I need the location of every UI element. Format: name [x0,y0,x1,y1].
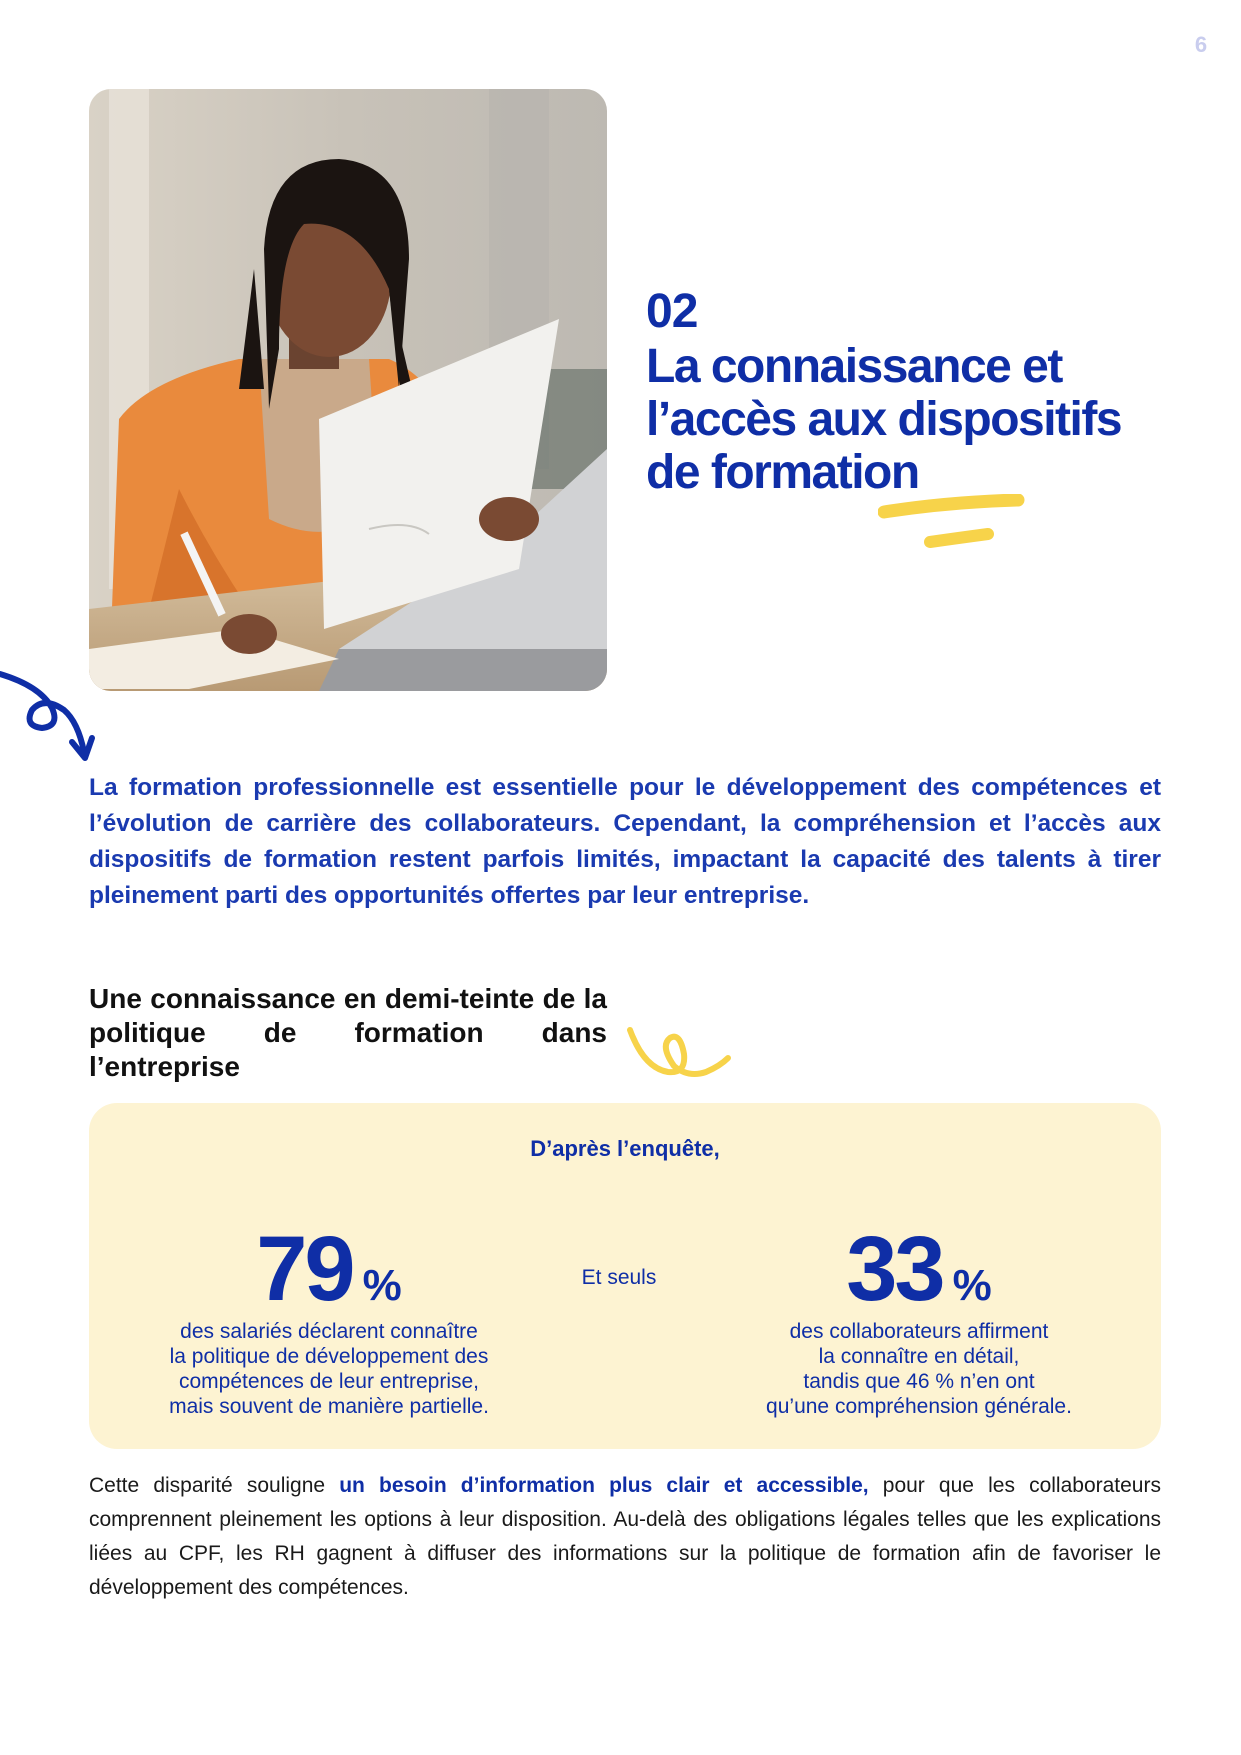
conclusion-paragraph [89,1469,1161,1605]
stat-description-line: compétences de leur entreprise, [179,1370,479,1393]
stat-description-line: qu’une compréhension générale. [766,1395,1072,1418]
survey-intro: D’après l’enquête, [530,1136,720,1161]
section-heading [646,286,1206,499]
stat-description-line: des salariés déclarent connaître [180,1320,478,1343]
stat-description [129,1319,529,1419]
subsection-heading: Une connaissance en demi-teinte de la politique de formation dans l’entreprise [89,983,607,1082]
stat-79-percent [129,1218,529,1419]
conclusion-text: pour que les collaborateurs comprennent pleinement les options à leur disposition. Au-delà des obligations légales telles que les explications liées au CPF, les RH gagnent à diffuser des informations sur la politique de formation afin de favoriser le développement des compétences. [89,1474,1161,1599]
stat-description-line: la politique de développement des [169,1345,489,1368]
survey-stats-box [89,1103,1161,1449]
yellow-squiggle-icon [624,1016,734,1082]
stat-unit: % [952,1261,992,1310]
stat-value: 33 [846,1218,943,1320]
photo-illustration [89,89,607,691]
stat-description-line: tandis que 46 % n’en ont [803,1370,1035,1393]
stat-description [709,1319,1129,1419]
stat-value: 79 [256,1218,353,1320]
conclusion-text: Cette disparité souligne [89,1474,340,1497]
stat-description-line: la connaître en détail, [818,1345,1020,1368]
stat-figure [129,1218,529,1320]
section-title-line: La connaissance et [646,340,1062,393]
section-title-line: l’accès aux dispositifs [646,393,1122,446]
conclusion-emphasis: un besoin d’information plus clair et accessible, [339,1474,869,1497]
section-title [646,340,1206,499]
stat-unit: % [362,1261,402,1310]
stat-figure [709,1218,1129,1320]
section-title-line: de formation [646,446,919,499]
page-number: 6 [1194,32,1208,57]
intro-paragraph: La formation professionnelle est essentielle pour le développement des compétences et l’évolution de carrière des collaborateurs. Cependant, la compréhension et l’accès aux dispositifs de formation restent parfois limités, impactant la capacité des talents à tirer pleinement parti des opportunités offertes par leur entreprise. [89,774,1161,909]
curly-arrow-icon [0,668,96,764]
yellow-underline-icon [878,494,1028,556]
woman-reading-document-photo [89,89,607,691]
stat-description-line: des collaborateurs affirment [789,1320,1049,1343]
section-number: 02 [646,285,698,338]
stat-33-percent [709,1218,1129,1419]
stat-description-line: mais souvent de manière partielle. [169,1395,489,1418]
stat-connector: Et seuls [581,1266,657,1289]
